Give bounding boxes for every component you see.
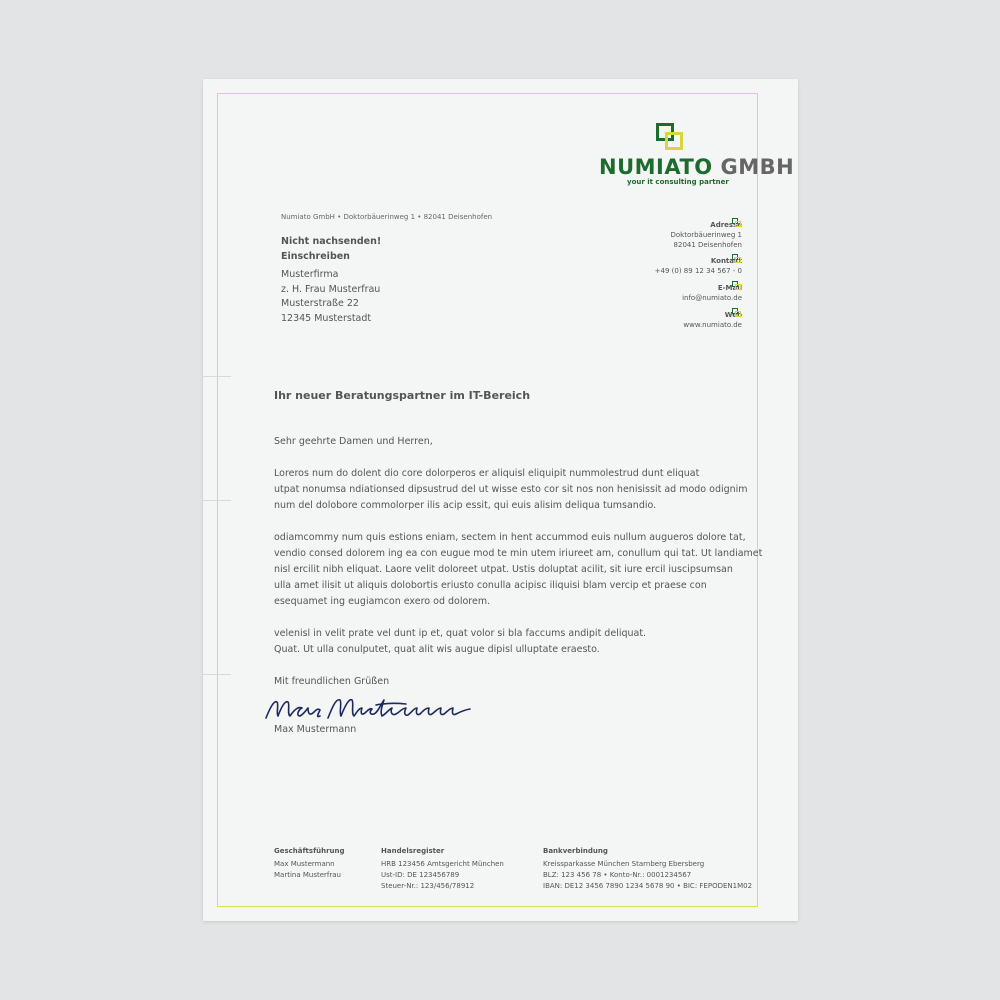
hole-mark (203, 500, 231, 501)
postal-note (281, 234, 381, 264)
recipient-address (281, 268, 380, 326)
contact-label: Adresse (710, 221, 742, 229)
recipient-line: Musterstraße 22 (281, 298, 359, 309)
footer-label: Geschäftsführung (274, 847, 345, 855)
contact-value: Doktorbäuerinweg 1 (670, 231, 742, 239)
footer-line: Max Mustermann (274, 860, 335, 868)
contact-bullet-icon (732, 281, 742, 291)
body-paragraph (274, 466, 748, 514)
recipient-line: Musterfirma (281, 269, 339, 280)
footer-line: Ust-ID: DE 123456789 (381, 871, 460, 879)
body-line: utpat nonumsa ndiationsed dipsustrud del ut wisse esto cor sit nos non henisissit ad modo odignim (274, 484, 748, 495)
body-line: num del dolobore commolorper ilis acip essit, qui euis alisim deliqua tumsandio. (274, 500, 657, 511)
contact-value: info@numiato.de (682, 294, 742, 302)
contact-label: E-Mail (717, 284, 742, 292)
body-line: velenisl in velit prate vel dunt ip et, quat volor si bla faccums andipit deliquat. (274, 628, 647, 639)
letter-subject: Ihr neuer Beratungspartner im IT-Bereich (274, 389, 531, 402)
brand-suffix: GMBH (720, 155, 795, 179)
logo-yellow-square (665, 132, 683, 150)
footer-line: Kreissparkasse München Starnberg Ebersberg (543, 860, 705, 868)
recipient-line: 12345 Musterstadt (281, 312, 372, 324)
footer-bank (543, 846, 752, 892)
brand-name: NUMIATO (599, 155, 713, 179)
footer-line: Steuer-Nr.: 123/456/78912 (381, 882, 475, 890)
contact-label: Web (724, 311, 742, 319)
contact-bullet-icon (732, 254, 742, 264)
contact-value: www.numiato.de (683, 321, 742, 329)
signatory-name: Max Mustermann (274, 724, 357, 735)
company-logo-text (599, 155, 794, 179)
footer-line: BLZ: 123 456 78 • Konto-Nr.: 0001234567 (543, 871, 692, 879)
postal-note-line: Nicht nachsenden! (281, 236, 382, 247)
body-line: Quat. Ut ulla conulputet, quat alit wis augue dipisl ulluptate eraesto. (274, 644, 600, 655)
footer-line: Martina Musterfrau (274, 871, 341, 879)
logo-icon (656, 123, 686, 153)
body-line: odiamcommy num quis estions eniam, sectem in hent accummod euis nullum augueros dolore tat, (274, 532, 746, 543)
handwritten-signature (262, 690, 482, 728)
footer-line: IBAN: DE12 3456 7890 1234 5678 90 • BIC: FEPODEN1M02 (543, 882, 753, 890)
footer-line: HRB 123456 Amtsgericht München (381, 860, 504, 868)
sender-return-line: Numiato GmbH • Doktorbäuerinweg 1 • 82041 Deisenhofen (281, 213, 493, 221)
body-paragraph (274, 626, 646, 658)
body-line: Loreros num do dolent dio core dolorperos er aliquisl eliquipit nummolestrud dunt eliquat (274, 468, 700, 479)
salutation: Sehr geehrte Damen und Herren, (274, 436, 433, 447)
fold-mark (203, 674, 231, 675)
body-line: vendio consed dolorem ing ea con eugue mod te min utem iriureet am, conullum qui tat. Ut landiamet (274, 548, 763, 559)
fold-mark (203, 376, 231, 377)
brand-tagline: your it consulting partner (627, 178, 729, 186)
contact-phone (655, 256, 742, 276)
body-line: nisl ercilit nibh eliquat. Laore velit doloreet utpat. Ustis doluptat acilit, sit iure ercil iuscipsumsan (274, 564, 733, 575)
body-paragraph (274, 530, 762, 610)
contact-bullet-icon (732, 218, 742, 228)
contact-label: Kontakt (710, 257, 742, 265)
postal-note-line: Einschreiben (281, 251, 350, 262)
footer-management (274, 846, 345, 881)
recipient-line: z. H. Frau Musterfrau (281, 283, 381, 295)
footer-label: Handelsregister (381, 847, 445, 855)
contact-bullet-icon (732, 308, 742, 318)
contact-value: +49 (0) 89 12 34 567 - 0 (654, 267, 742, 275)
closing: Mit freundlichen Grüßen (274, 676, 390, 687)
body-line: ulla amet ilisit ut aliquis dolobortis eriusto conulla acipisc iliquisi blam vercip et praese con (274, 580, 707, 591)
footer-register (381, 846, 504, 892)
footer-label: Bankverbindung (543, 847, 608, 855)
contact-value: 82041 Deisenhofen (673, 241, 742, 249)
body-line: esequamet ing eugiamcon exero od dolorem. (274, 596, 491, 607)
